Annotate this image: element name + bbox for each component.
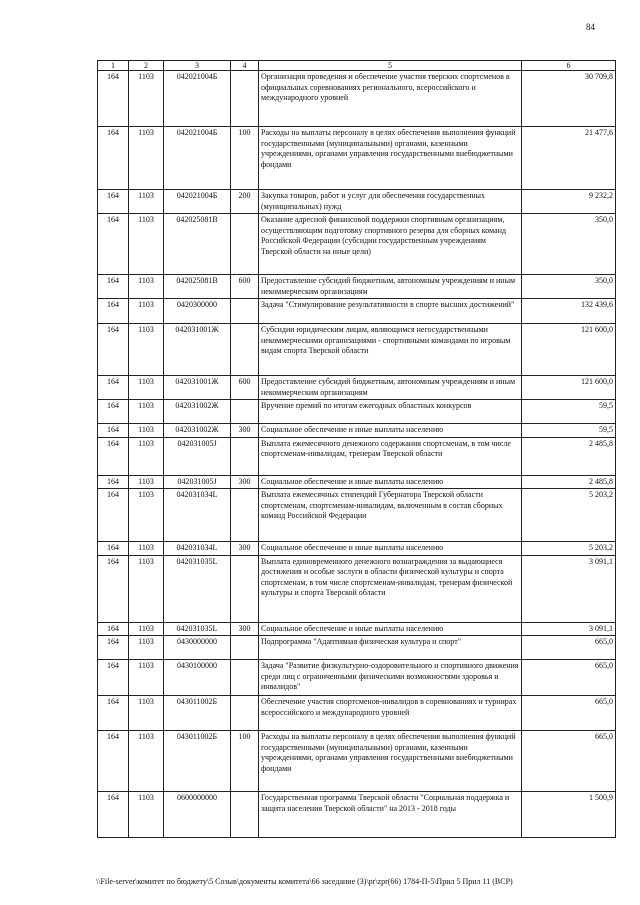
cell-c5: Социальное обеспечение и иные выплаты населению — [259, 542, 522, 556]
cell-c4 — [231, 214, 259, 275]
cell-c6: 121 600,0 — [522, 324, 616, 376]
cell-c4 — [231, 660, 259, 696]
file-path-footer: \\File-server\комитет по бюджету\5 Созыв\документы комитета\66 заседание (3)\pr\zpr(66) 1784-П-5\Прил 5 Прил 11 (ВСР) — [96, 877, 513, 886]
table-header-row — [98, 61, 616, 71]
cell-c5: Задача "Развитие физкультурно-оздоровительного и спортивного движения среди лиц с ограниченными физическими возможностями здоровья и инвалидов" — [259, 660, 522, 696]
cell-c1: 164 — [98, 542, 129, 556]
cell-c3: 042021004Б — [164, 190, 231, 214]
table-row — [98, 190, 616, 214]
cell-c1: 164 — [98, 475, 129, 489]
cell-c2: 1103 — [129, 731, 164, 792]
cell-c3: 042031001Ж — [164, 376, 231, 400]
cell-c1: 164 — [98, 622, 129, 636]
cell-c6: 30 709,8 — [522, 71, 616, 127]
table-row — [98, 437, 616, 475]
cell-c2: 1103 — [129, 542, 164, 556]
table-row — [98, 475, 616, 489]
cell-c3: 0600000000 — [164, 792, 231, 838]
cell-c3: 042025081В — [164, 214, 231, 275]
cell-c3: 042031035L — [164, 555, 231, 622]
cell-c6: 3 091,1 — [522, 555, 616, 622]
table-row — [98, 324, 616, 376]
cell-c1: 164 — [98, 324, 129, 376]
table-row — [98, 636, 616, 660]
table-row — [98, 660, 616, 696]
column-header: 3 — [164, 61, 231, 71]
cell-c1: 164 — [98, 275, 129, 299]
cell-c5: Государственная программа Тверской области "Социальная поддержка и защита населения Тверской области" на 2013 - 2018 годы — [259, 792, 522, 838]
cell-c3: 042031001Ж — [164, 324, 231, 376]
cell-c1: 164 — [98, 489, 129, 542]
cell-c4: 300 — [231, 542, 259, 556]
cell-c4 — [231, 636, 259, 660]
cell-c4: 600 — [231, 275, 259, 299]
cell-c1: 164 — [98, 190, 129, 214]
cell-c1: 164 — [98, 660, 129, 696]
cell-c3: 042031002Ж — [164, 400, 231, 424]
cell-c4: 200 — [231, 190, 259, 214]
table-row — [98, 542, 616, 556]
cell-c4: 600 — [231, 376, 259, 400]
cell-c6: 3 091,1 — [522, 622, 616, 636]
cell-c2: 1103 — [129, 127, 164, 190]
cell-c5: Подпрограмма "Адаптивная физическая культура и спорт" — [259, 636, 522, 660]
cell-c4 — [231, 324, 259, 376]
cell-c6: 665,0 — [522, 660, 616, 696]
cell-c3: 0430100000 — [164, 660, 231, 696]
cell-c2: 1103 — [129, 324, 164, 376]
cell-c5: Субсидии юридическим лицам, являющимся негосударственными некоммерческими организациями - спортивными командами по игровым видам спорта Тверской области — [259, 324, 522, 376]
cell-c6: 1 500,9 — [522, 792, 616, 838]
table-row — [98, 489, 616, 542]
table-row — [98, 376, 616, 400]
cell-c3: 042021004Б — [164, 127, 231, 190]
cell-c6: 665,0 — [522, 731, 616, 792]
column-header: 5 — [259, 61, 522, 71]
cell-c6: 5 203,2 — [522, 542, 616, 556]
cell-c2: 1103 — [129, 475, 164, 489]
cell-c1: 164 — [98, 376, 129, 400]
budget-table — [97, 60, 616, 838]
cell-c5: Социальное обеспечение и иные выплаты населению — [259, 475, 522, 489]
cell-c2: 1103 — [129, 660, 164, 696]
cell-c3: 043011002Б — [164, 696, 231, 731]
cell-c6: 2 485,8 — [522, 475, 616, 489]
table-row — [98, 127, 616, 190]
cell-c3: 0420300000 — [164, 299, 231, 324]
cell-c1: 164 — [98, 400, 129, 424]
cell-c6: 59,5 — [522, 400, 616, 424]
cell-c6: 665,0 — [522, 636, 616, 660]
cell-c4 — [231, 696, 259, 731]
cell-c4 — [231, 299, 259, 324]
cell-c3: 0430000000 — [164, 636, 231, 660]
cell-c2: 1103 — [129, 622, 164, 636]
cell-c5: Вручение премий по итогам ежегодных областных конкурсов — [259, 400, 522, 424]
cell-c2: 1103 — [129, 299, 164, 324]
cell-c5: Выплата ежемесячного денежного содержания спортсменам, в том числе спортсменам-инвалидам, тренерам Тверской области — [259, 437, 522, 475]
cell-c3: 042031005J — [164, 475, 231, 489]
cell-c6: 9 232,2 — [522, 190, 616, 214]
cell-c4: 100 — [231, 731, 259, 792]
cell-c2: 1103 — [129, 424, 164, 438]
cell-c1: 164 — [98, 71, 129, 127]
cell-c2: 1103 — [129, 400, 164, 424]
table-row — [98, 555, 616, 622]
cell-c2: 1103 — [129, 71, 164, 127]
cell-c5: Выплата единовременного денежного вознаграждения за выдающиеся достижения и особые заслуги в области физической культуры и спорта спортсменам, в том числе спортсменам-инвалидам, тренерам физической культуры и спорта Тверской области — [259, 555, 522, 622]
cell-c2: 1103 — [129, 437, 164, 475]
cell-c3: 042031035L — [164, 622, 231, 636]
cell-c1: 164 — [98, 792, 129, 838]
cell-c1: 164 — [98, 214, 129, 275]
column-header: 4 — [231, 61, 259, 71]
table-row — [98, 71, 616, 127]
cell-c2: 1103 — [129, 792, 164, 838]
cell-c5: Предоставление субсидий бюджетным, автономным учреждениям и иным некоммерческим организациям — [259, 275, 522, 299]
cell-c3: 042031034L — [164, 489, 231, 542]
cell-c1: 164 — [98, 696, 129, 731]
table-row — [98, 696, 616, 731]
cell-c2: 1103 — [129, 489, 164, 542]
cell-c6: 59,5 — [522, 424, 616, 438]
column-header: 6 — [522, 61, 616, 71]
cell-c2: 1103 — [129, 190, 164, 214]
cell-c3: 042031005J — [164, 437, 231, 475]
cell-c6: 121 600,0 — [522, 376, 616, 400]
cell-c5: Предоставление субсидий бюджетным, автономным учреждениям и иным некоммерческим организациям — [259, 376, 522, 400]
table-row — [98, 792, 616, 838]
cell-c2: 1103 — [129, 376, 164, 400]
table-row — [98, 214, 616, 275]
cell-c5: Организация проведения и обеспечение участия тверских спортсменов в официальных соревнованиях регионального, всероссийского и международного уровней — [259, 71, 522, 127]
cell-c1: 164 — [98, 424, 129, 438]
table-row — [98, 400, 616, 424]
cell-c1: 164 — [98, 555, 129, 622]
cell-c3: 043011002Б — [164, 731, 231, 792]
cell-c6: 2 485,8 — [522, 437, 616, 475]
table-row — [98, 275, 616, 299]
cell-c4: 300 — [231, 424, 259, 438]
column-header: 1 — [98, 61, 129, 71]
cell-c3: 042021004Б — [164, 71, 231, 127]
cell-c5: Социальное обеспечение и иные выплаты населению — [259, 622, 522, 636]
cell-c2: 1103 — [129, 214, 164, 275]
cell-c5: Социальное обеспечение и иные выплаты населению — [259, 424, 522, 438]
cell-c5: Расходы на выплаты персоналу в целях обеспечения выполнения функций государственными (муниципальными) органами, казенными учреждениями, органами управления государственными внебюджетными фондами — [259, 731, 522, 792]
cell-c6: 350,0 — [522, 214, 616, 275]
table-row — [98, 424, 616, 438]
cell-c4 — [231, 437, 259, 475]
cell-c6: 665,0 — [522, 696, 616, 731]
cell-c4: 100 — [231, 127, 259, 190]
cell-c3: 042031034L — [164, 542, 231, 556]
cell-c2: 1103 — [129, 555, 164, 622]
cell-c6: 21 477,6 — [522, 127, 616, 190]
cell-c5: Задача "Стимулирование результативности в спорте высших достижений" — [259, 299, 522, 324]
column-header: 2 — [129, 61, 164, 71]
cell-c5: Оказание адресной финансовой поддержки спортивным организациям, осуществляющим подготовку спортивного резерва для сборных команд Российской Федерации (субсидии государственным учреждениям Тверской области на иные цели) — [259, 214, 522, 275]
cell-c4: 300 — [231, 475, 259, 489]
table-row — [98, 622, 616, 636]
cell-c1: 164 — [98, 299, 129, 324]
cell-c6: 350,0 — [522, 275, 616, 299]
cell-c1: 164 — [98, 731, 129, 792]
cell-c6: 5 203,2 — [522, 489, 616, 542]
cell-c4 — [231, 489, 259, 542]
cell-c1: 164 — [98, 127, 129, 190]
cell-c5: Расходы на выплаты персоналу в целях обеспечения выполнения функций государственными (муниципальными) органами, казенными учреждениями, органами управления государственными внебюджетными фондами — [259, 127, 522, 190]
cell-c6: 132 439,6 — [522, 299, 616, 324]
cell-c3: 042031002Ж — [164, 424, 231, 438]
cell-c4 — [231, 792, 259, 838]
cell-c1: 164 — [98, 636, 129, 660]
cell-c4 — [231, 555, 259, 622]
table-row — [98, 731, 616, 792]
cell-c5: Закупка товаров, работ и услуг для обеспечения государственных (муниципальных) нужд — [259, 190, 522, 214]
cell-c5: Обеспечение участия спортсменов-инвалидов в соревнованиях и турнирах всероссийского и международного уровней — [259, 696, 522, 731]
table-row — [98, 299, 616, 324]
cell-c2: 1103 — [129, 696, 164, 731]
cell-c4 — [231, 400, 259, 424]
cell-c5: Выплата ежемесячных стипендий Губернатора Тверской области спортсменам, спортсменам-инвалидам, включенным в состав сборных команд Российской Федерации — [259, 489, 522, 542]
page-number: 84 — [586, 22, 595, 32]
cell-c4 — [231, 71, 259, 127]
cell-c2: 1103 — [129, 636, 164, 660]
cell-c1: 164 — [98, 437, 129, 475]
cell-c3: 042025081В — [164, 275, 231, 299]
cell-c4: 300 — [231, 622, 259, 636]
cell-c2: 1103 — [129, 275, 164, 299]
